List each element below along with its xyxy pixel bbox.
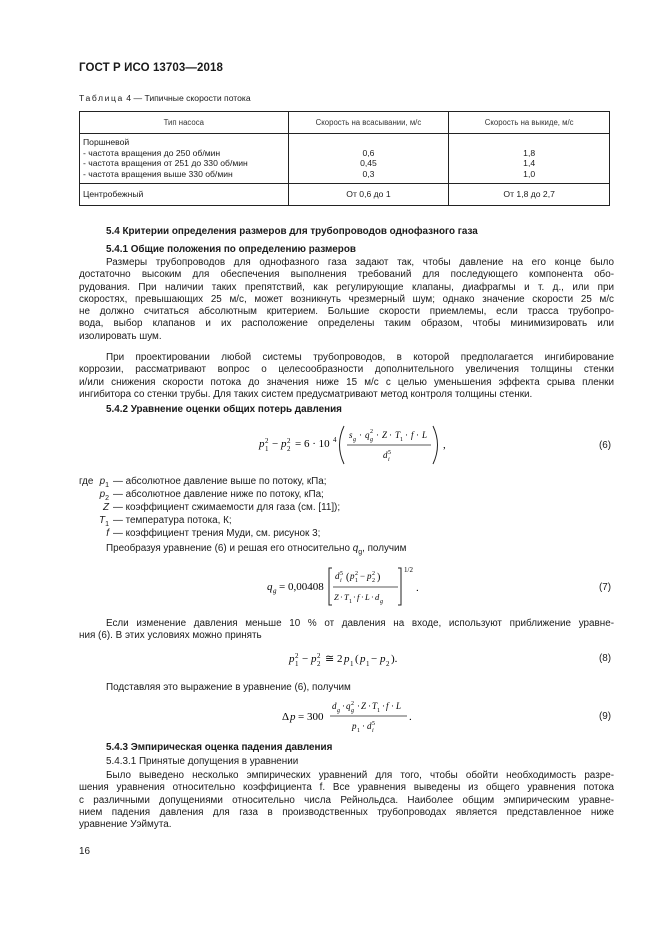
section-5-4-1-title: 5.4.1 Общие положения по определению размеров	[106, 244, 356, 255]
definition-text: — абсолютное давление выше по потоку, кПа;	[113, 476, 327, 487]
equation-8	[287, 645, 417, 669]
svg-text:(: (	[346, 572, 350, 583]
equation-8-number: (8)	[599, 653, 612, 664]
standard-header: ГОСТ Р ИСО 13703—2018	[79, 62, 224, 74]
svg-text:p: p	[344, 653, 350, 665]
svg-text:−: −	[272, 438, 279, 450]
svg-text:,: ,	[443, 439, 446, 451]
svg-text:·: ·	[362, 721, 365, 731]
equation-7	[265, 563, 435, 609]
svg-text:1: 1	[350, 660, 354, 668]
svg-text:(: (	[355, 653, 359, 665]
svg-text:d: d	[332, 701, 337, 711]
svg-text:2: 2	[265, 437, 269, 445]
section-5-4-3-1-title: 5.4.3.1 Принятые допущения в уравнении	[106, 756, 299, 767]
svg-text:g: g	[353, 437, 356, 443]
svg-text:−: −	[360, 571, 366, 581]
svg-text:1: 1	[357, 728, 360, 734]
svg-text:T: T	[372, 701, 378, 711]
table-row	[80, 184, 610, 206]
svg-text:·: ·	[371, 592, 374, 602]
cell-discharge	[449, 134, 610, 184]
svg-text:= 6 · 10: = 6 · 10	[295, 438, 330, 450]
svg-text:p: p	[350, 571, 355, 581]
svg-text:1/2: 1/2	[404, 566, 413, 574]
svg-text:·: ·	[405, 430, 408, 440]
svg-text:≅ 2: ≅ 2	[325, 653, 343, 665]
svg-text:2: 2	[351, 701, 354, 707]
definition-symbol: T	[99, 515, 106, 526]
equation-9-number: (9)	[599, 711, 612, 722]
svg-text:f: f	[411, 430, 414, 440]
col-header-suction: Скорость на всасывании, м/с	[288, 112, 449, 134]
svg-text:2: 2	[370, 429, 373, 435]
svg-text:L: L	[422, 430, 428, 440]
suction-value: 0,3	[362, 168, 375, 179]
col-header-discharge: Скорость на выкиде, м/с	[449, 112, 610, 134]
svg-text:2: 2	[317, 652, 321, 660]
table-caption-text: 4 — Типичные скорости потока	[123, 93, 251, 103]
svg-text:2: 2	[295, 652, 299, 660]
svg-text:T: T	[344, 592, 349, 602]
definition-text: — абсолютное давление ниже по потоку, кПа;	[113, 489, 324, 500]
svg-text:2: 2	[355, 571, 358, 577]
svg-text:p: p	[281, 438, 287, 450]
svg-text:·: ·	[361, 592, 364, 602]
cell-suction: От 0,6 до 1	[288, 184, 449, 206]
svg-text:2: 2	[372, 571, 375, 577]
svg-text:q: q	[346, 701, 351, 711]
svg-text:1: 1	[377, 708, 380, 714]
discharge-value: 1,4	[523, 158, 536, 169]
definition-row	[79, 502, 479, 514]
section-5-4-2-title: 5.4.2 Уравнение оценки общих потерь давления	[106, 404, 342, 415]
equation-6	[255, 420, 485, 470]
svg-text:2: 2	[372, 578, 375, 584]
svg-text:= 0,00408: = 0,00408	[279, 581, 324, 593]
svg-text:·: ·	[382, 701, 385, 711]
equation-9	[280, 696, 420, 736]
svg-text:·: ·	[389, 430, 392, 440]
svg-text:·: ·	[342, 701, 345, 711]
col-header-pump-type: Тип насоса	[80, 112, 289, 134]
svg-text:f: f	[357, 592, 360, 602]
svg-text:Z: Z	[334, 592, 339, 602]
discharge-value: 1,0	[523, 168, 536, 179]
pump-speed-item: - частота вращения до 250 об/мин	[83, 147, 221, 158]
definition-symbol: p	[99, 476, 106, 487]
svg-text:·: ·	[357, 701, 360, 711]
svg-text:p: p	[290, 711, 296, 723]
svg-text:2: 2	[317, 660, 321, 668]
svg-text:g: g	[351, 708, 354, 714]
svg-text:2: 2	[287, 445, 291, 453]
svg-text:·: ·	[359, 430, 362, 440]
svg-text:p: p	[259, 438, 265, 450]
svg-text:g: g	[337, 708, 340, 714]
table-row	[80, 134, 610, 184]
svg-text:1: 1	[265, 445, 269, 453]
svg-text:Δ: Δ	[282, 711, 290, 723]
svg-text:·: ·	[340, 592, 343, 602]
paragraph-weymouth: Было выведено несколько эмпирических уравнений для того, чтобы обойти необходимость разре- шения уравнения относительно коэффициента f. Все уравнения выведены из общего уравнения потока с различными допущениями относительно числа Рейнольдса. Наиболее общим эмпирическим уравне- нием падения давления для газа в производственных трубопроводах является представленное ниже уравнение Уэймута.	[79, 770, 614, 831]
svg-text:5: 5	[388, 450, 391, 456]
definition-symbol: f	[106, 528, 109, 539]
svg-text:2: 2	[287, 437, 291, 445]
svg-text:i: i	[372, 728, 374, 734]
equation-6-number: (6)	[599, 440, 612, 451]
definition-text: — коэффициент сжимаемости для газа (см. [11]);	[113, 502, 341, 513]
svg-text:p: p	[367, 571, 372, 581]
table-caption	[79, 93, 251, 103]
transform-sentence: Преобразуя уравнение (6) и решая его относительно $q_g$, получим	[106, 543, 407, 556]
definition-symbol: Z	[102, 502, 109, 513]
svg-text:−: −	[302, 653, 309, 665]
pump-type-label: Поршневой	[83, 137, 130, 147]
svg-text:5: 5	[340, 571, 343, 577]
svg-text:L: L	[396, 701, 402, 711]
discharge-value: 1,8	[523, 147, 536, 158]
svg-text:p: p	[380, 653, 386, 665]
suction-value: 0,45	[360, 158, 377, 169]
substitution-sentence: Подставляя это выражение в уравнение (6), получим	[106, 682, 351, 693]
pump-speed-item: - частота вращения выше 330 об/мин	[83, 168, 233, 179]
paragraph-sizing: Размеры трубопроводов для однофазного газа задают так, чтобы давление на его конце было достаточно высоким для обеспечения выполнения требований для последующего компонента обо- рудования. При наличии таких препятствий, как регулирующие клапаны, диафрагмы и т. д., или при скоростях, превышающих 25 м/с, может возникнуть чрезмерный шум; однако значение скорости 25 м/с не должно считаться абсолютным критерием. Большие скорости приемлемы, если трасса трубопро- вода, выбор клапанов и их расположение определены таким образом, чтобы минимизировать или изолировать шум.	[79, 257, 614, 342]
svg-text:.: .	[409, 711, 412, 723]
svg-text:d: d	[375, 592, 380, 602]
definition-subscript: 2	[105, 494, 109, 502]
svg-text:·: ·	[376, 430, 379, 440]
svg-text:.: .	[416, 582, 419, 594]
page-number: 16	[79, 846, 90, 857]
where-label: где	[79, 476, 94, 487]
definition-subscript: 1	[105, 520, 109, 528]
svg-text:d: d	[383, 450, 388, 460]
definition-text: — коэффициент трения Муди, см. рисунок 3;	[113, 528, 321, 539]
svg-text:i: i	[340, 578, 342, 584]
definition-symbol: p	[99, 489, 106, 500]
svg-text:p: p	[352, 721, 357, 731]
svg-text:1: 1	[355, 578, 358, 584]
svg-text:·: ·	[391, 701, 394, 711]
svg-text:p: p	[311, 653, 317, 665]
definition-row	[79, 515, 479, 527]
svg-text:1: 1	[400, 437, 403, 443]
svg-text:−: −	[371, 653, 378, 665]
svg-text:q: q	[267, 581, 273, 593]
svg-text:Z: Z	[361, 701, 367, 711]
cell-suction	[288, 134, 449, 184]
svg-text:5: 5	[372, 721, 375, 727]
svg-text:1: 1	[295, 660, 299, 668]
definition-row	[79, 528, 479, 540]
svg-text:f: f	[386, 701, 389, 711]
svg-text:p: p	[289, 653, 295, 665]
svg-text:·: ·	[353, 592, 356, 602]
suction-value: 0,6	[362, 147, 375, 158]
svg-text:·: ·	[368, 701, 371, 711]
cell-pump-type: Центробежный	[80, 184, 289, 206]
definition-row	[79, 489, 479, 501]
svg-text:g: g	[273, 587, 277, 595]
svg-text:·: ·	[416, 430, 419, 440]
equation-7-number: (7)	[599, 582, 612, 593]
svg-text:g: g	[370, 437, 373, 443]
pump-speed-item: - частота вращения от 251 до 330 об/мин	[83, 158, 248, 169]
svg-text:q: q	[365, 430, 370, 440]
svg-text:i: i	[388, 457, 390, 463]
svg-text:d: d	[335, 571, 340, 581]
svg-text:g: g	[380, 599, 383, 605]
svg-text:Z: Z	[382, 430, 388, 440]
section-5-4-3-title: 5.4.3 Эмпирическая оценка падения давления	[106, 742, 333, 753]
definition-text: — температура потока, К;	[113, 515, 232, 526]
svg-text:).: ).	[391, 653, 398, 665]
cell-discharge: От 1,8 до 2,7	[449, 184, 610, 206]
cell-pump-type	[80, 134, 289, 184]
flow-velocity-table	[79, 111, 610, 206]
definition-row	[79, 476, 479, 488]
svg-text:= 300: = 300	[298, 711, 324, 723]
table-header-row	[80, 112, 610, 134]
svg-text:2: 2	[386, 660, 390, 668]
definition-subscript: 1	[105, 481, 109, 489]
svg-text:d: d	[367, 721, 372, 731]
svg-text:T: T	[395, 430, 401, 440]
svg-text:L: L	[365, 592, 370, 602]
table-caption-word: Таблица	[79, 93, 124, 103]
section-5-4-title: 5.4 Критерии определения размеров для трубопроводов однофазного газа	[106, 226, 478, 237]
paragraph-approximation: Если изменение давления меньше 10 % от давления на входе, используют приближение уравне- ния (6). В этих условиях можно принять	[79, 618, 614, 642]
svg-text:1: 1	[366, 660, 370, 668]
paragraph-corrosion: При проектировании любой системы трубопроводов, в которой предполагается ингибирование коррозии, рассматривают вопрос о целесообразности дополнительного увеличения толщины стенки и/или снижения скорости потока до значения ниже 15 м/с с целью уменьшения эффекта срыва пленки ингибитора со стенки трубы. Для таких систем предусматривают метод контроля толщины стенки.	[79, 352, 614, 400]
svg-text:): )	[377, 572, 381, 583]
svg-text:4: 4	[333, 436, 337, 444]
svg-text:s: s	[349, 430, 353, 440]
svg-text:p: p	[360, 653, 366, 665]
svg-text:1: 1	[349, 599, 352, 605]
